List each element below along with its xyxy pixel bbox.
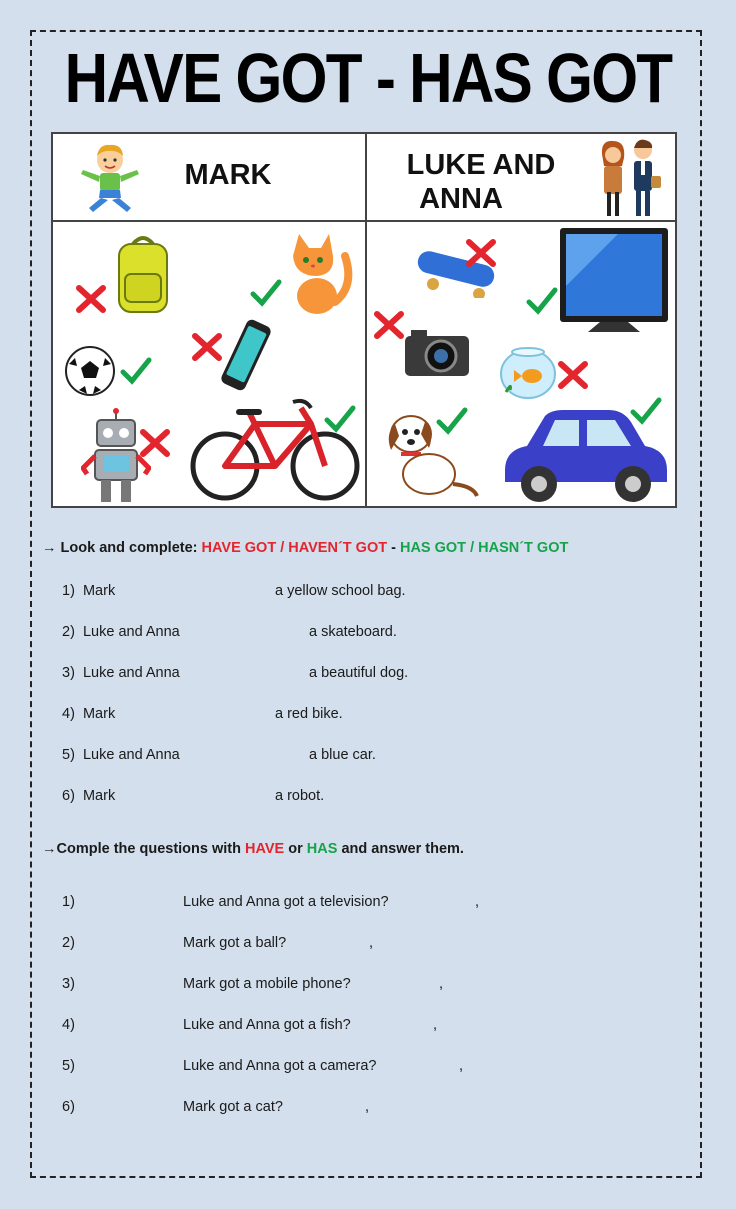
question-number: 2) [62, 935, 75, 951]
cross-icon [139, 428, 171, 458]
table-divider-vertical [365, 134, 367, 506]
answer-comma: , [369, 935, 374, 951]
exercise1-item [62, 665, 180, 681]
section2-has: HAS [306, 841, 338, 857]
television-icon [558, 226, 670, 342]
check-icon [629, 396, 663, 426]
answer-comma: , [439, 976, 444, 992]
section2-instruction [42, 841, 464, 857]
camera-icon [403, 326, 471, 378]
answer-comma: , [459, 1058, 464, 1074]
item-number: 5) [62, 747, 75, 763]
question-text: Mark got a mobile phone? [183, 976, 351, 992]
cross-icon [373, 310, 405, 340]
check-icon [119, 356, 153, 386]
item-subject: Luke and Anna [82, 747, 180, 763]
question-number: 6) [62, 1099, 75, 1115]
exercise1-rest: a robot. [275, 788, 325, 804]
question-text: Luke and Anna got a camera? [183, 1058, 377, 1074]
answer-comma: , [433, 1017, 438, 1033]
section1-options-singular: HAS GOT / HASN´T GOT [399, 540, 569, 556]
item-subject: Luke and Anna [82, 665, 180, 681]
arrow-icon: → [42, 540, 57, 556]
cross-icon [557, 360, 589, 390]
check-icon [525, 286, 559, 316]
exercise1-item [62, 583, 115, 599]
school-bag-icon [113, 234, 173, 316]
section1-instruction [42, 540, 568, 556]
cross-icon [75, 284, 107, 314]
cross-icon [465, 238, 497, 268]
question-number: 3) [62, 976, 75, 992]
check-icon [435, 406, 469, 436]
check-icon [323, 404, 357, 434]
luke-anna-header-line2: ANNA [419, 183, 503, 215]
mark-header: MARK [184, 159, 272, 191]
section1-lead: Look and complete: [60, 540, 202, 556]
picture-table [51, 132, 677, 508]
exercise1-rest: a beautiful dog. [309, 665, 409, 681]
page-title: HAVE GOT - HAS GOT [64, 39, 672, 117]
question-text: Luke and Anna got a fish? [183, 1017, 351, 1033]
item-subject: Luke and Anna [82, 624, 180, 640]
question-number: 5) [62, 1058, 75, 1074]
item-number: 1) [62, 583, 75, 599]
football-icon [63, 344, 117, 398]
item-subject: Mark [82, 788, 116, 804]
question-text: Mark got a cat? [183, 1099, 283, 1115]
fish-bowl-icon [498, 342, 558, 400]
item-subject: Mark [82, 706, 116, 722]
section2-have: HAVE [245, 841, 285, 857]
answer-comma: , [365, 1099, 370, 1115]
exercise1-item [62, 624, 180, 640]
question-number: 1) [62, 894, 75, 910]
section2-or: or [284, 841, 307, 857]
exercise1-item [62, 747, 180, 763]
arrow-icon: → [42, 841, 57, 857]
item-number: 3) [62, 665, 75, 681]
question-number: 4) [62, 1017, 75, 1033]
section1-options-plural: HAVE GOT / HAVEN´T GOT [201, 540, 388, 556]
exercise1-item [62, 788, 115, 804]
exercise1-rest: a blue car. [309, 747, 376, 763]
mobile-phone-icon [211, 318, 277, 394]
section2-lead: Comple the questions with [56, 841, 246, 857]
item-number: 2) [62, 624, 75, 640]
answer-comma: , [475, 894, 480, 910]
section2-tail: and answer them. [337, 841, 464, 857]
exercise1-rest: a yellow school bag. [275, 583, 406, 599]
section1-dash: - [387, 540, 400, 556]
exercise1-rest: a skateboard. [309, 624, 397, 640]
boy-icon [75, 140, 145, 216]
table-divider-horizontal [53, 220, 675, 222]
item-number: 4) [62, 706, 75, 722]
exercise1-rest: a red bike. [275, 706, 343, 722]
item-number: 6) [62, 788, 75, 804]
question-text: Luke and Anna got a television? [183, 894, 389, 910]
cat-icon [287, 226, 357, 316]
question-text: Mark got a ball? [183, 935, 287, 951]
check-icon [249, 278, 283, 308]
luke-anna-header-line1: LUKE AND [406, 149, 556, 181]
item-subject: Mark [82, 583, 116, 599]
couple-icon [589, 136, 669, 220]
exercise1-item [62, 706, 115, 722]
